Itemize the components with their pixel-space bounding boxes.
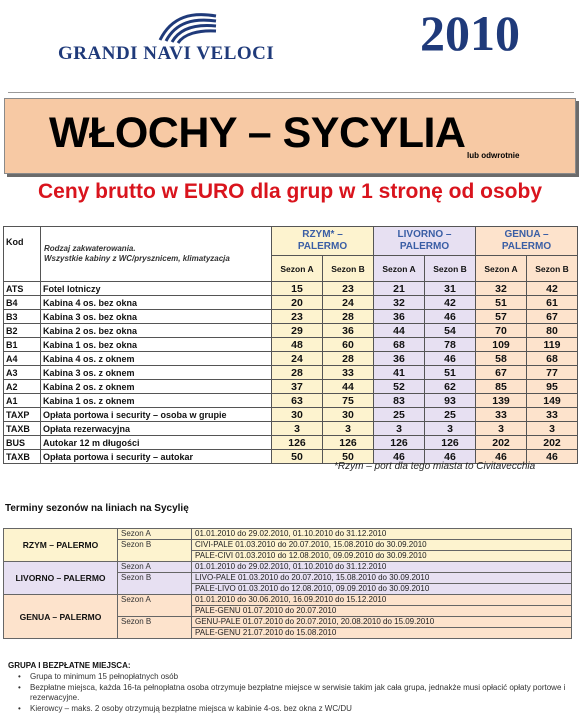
header-kod: Kod: [4, 227, 41, 282]
price-cell: 25: [374, 408, 425, 422]
group-title: GRUPA I BEZPŁATNE MIEJSCA:: [8, 661, 131, 670]
season-label: Sezon A: [118, 595, 192, 617]
list-item: • Grupa to minimum 15 pełnopłatnych osób: [18, 672, 568, 682]
season-label: Sezon B: [118, 573, 192, 595]
table-row: [4, 310, 578, 324]
price-cell: 23: [323, 282, 374, 296]
price-cell: 25: [425, 408, 476, 422]
season-dates: 01.01.2010 do 29.02.2010, 01.10.2010 do 31.12.2010: [192, 529, 572, 540]
price-cell: 31: [425, 282, 476, 296]
price-cell: 36: [374, 352, 425, 366]
season-dates: GENU-PALE 01.07.2010 do 20.07.2010, 20.08.2010 do 15.09.2010: [192, 617, 572, 628]
row-description: Kabina 4 os. z oknem: [41, 352, 272, 366]
price-cell: 21: [374, 282, 425, 296]
gnv-logo: [58, 10, 318, 70]
row-kod: A1: [4, 394, 41, 408]
header-description: [41, 227, 272, 282]
table-row: [4, 562, 572, 573]
row-description: Opłata rezerwacyjna: [41, 422, 272, 436]
price-table-body: [4, 282, 578, 464]
price-cell: 46: [527, 450, 578, 464]
price-cell: 36: [374, 310, 425, 324]
price-cell: 3: [272, 422, 323, 436]
price-cell: 46: [425, 450, 476, 464]
price-cell: 32: [374, 296, 425, 310]
route-name-line1: LIVORNO –: [397, 229, 452, 240]
price-cell: 3: [527, 422, 578, 436]
season-dates: PALE-GENU 21.07.2010 do 15.08.2010: [192, 628, 572, 639]
price-cell: 54: [425, 324, 476, 338]
price-cell: 44: [374, 324, 425, 338]
price-cell: 28: [272, 366, 323, 380]
top-divider: [8, 92, 574, 93]
table-row: [4, 380, 578, 394]
table-row: [4, 394, 578, 408]
table-row: [4, 408, 578, 422]
footnote: *Rzym – port dla tego miasta to Civitavecchia: [334, 461, 536, 472]
season-dates: LIVO-PALE 01.03.2010 do 20.07.2010, 15.08.2010 do 30.09.2010: [192, 573, 572, 584]
row-kod: A4: [4, 352, 41, 366]
table-row: [4, 436, 578, 450]
price-cell: 3: [374, 422, 425, 436]
price-cell: 126: [425, 436, 476, 450]
route-header-genua: [476, 227, 578, 256]
price-cell: 44: [323, 380, 374, 394]
price-cell: 149: [527, 394, 578, 408]
header: [0, 0, 580, 90]
year-label: 2010: [420, 5, 520, 61]
row-kod: TAXB: [4, 450, 41, 464]
season-label: Sezon B: [118, 540, 192, 562]
page-subtitle: Ceny brutto w EURO dla grup w 1 stronę od osoby: [37, 180, 543, 203]
row-description: Opłata portowa i security – osoba w grupie: [41, 408, 272, 422]
route-name: LIVORNO – PALERMO: [4, 562, 118, 595]
price-cell: 3: [476, 422, 527, 436]
row-description: Kabina 1 os. z oknem: [41, 394, 272, 408]
price-cell: 33: [323, 366, 374, 380]
row-description: Kabina 2 os. bez okna: [41, 324, 272, 338]
route-name-line1: RZYM* –: [302, 229, 343, 240]
price-cell: 75: [323, 394, 374, 408]
logo-text: GRANDI NAVI VELOCI: [58, 43, 275, 64]
price-table: [3, 226, 578, 464]
price-cell: 126: [374, 436, 425, 450]
price-cell: 46: [476, 450, 527, 464]
price-cell: 29: [272, 324, 323, 338]
price-cell: 139: [476, 394, 527, 408]
season-b-header: Sezon B: [323, 256, 374, 282]
price-cell: 202: [476, 436, 527, 450]
season-dates: 01.01.2010 do 30.06.2010, 16.09.2010 do 15.12.2010: [192, 595, 572, 606]
table-row: [4, 529, 572, 540]
price-cell: 20: [272, 296, 323, 310]
season-label: Sezon A: [118, 562, 192, 573]
price-cell: 46: [425, 352, 476, 366]
price-cell: 126: [272, 436, 323, 450]
price-cell: 46: [374, 450, 425, 464]
list-item: • Kierowcy – maks. 2 osoby otrzymują bezpłatne miejsca w kabinie 4-os. bez okna z WC/DU: [18, 704, 568, 714]
row-kod: B3: [4, 310, 41, 324]
price-cell: 3: [425, 422, 476, 436]
price-cell: 70: [476, 324, 527, 338]
list-item: • Bezpłatne miejsca, każda 16-ta pełnopłatna osoba otrzymuje bezpłatne miejsce w serwisie takim jak cała grupa, jednakże musi opłacić opłaty portowe i rezerwacyjne.: [18, 683, 568, 703]
season-a-header: Sezon A: [476, 256, 527, 282]
price-cell: 202: [527, 436, 578, 450]
route-name-line2: PALERMO: [399, 241, 450, 252]
table-row: [4, 366, 578, 380]
price-cell: 51: [425, 366, 476, 380]
title-banner: [4, 98, 576, 174]
header-description-line1: Rodzaj zakwaterowania.: [44, 244, 136, 253]
season-b-header: Sezon B: [425, 256, 476, 282]
price-cell: 95: [527, 380, 578, 394]
season-dates: PALE-GENU 01.07.2010 do 20.07.2010: [192, 606, 572, 617]
group-list: [18, 672, 568, 715]
row-description: Fotel lotniczy: [41, 282, 272, 296]
price-cell: 58: [476, 352, 527, 366]
price-cell: 52: [374, 380, 425, 394]
price-cell: 30: [272, 408, 323, 422]
price-cell: 30: [323, 408, 374, 422]
price-cell: 15: [272, 282, 323, 296]
table-row: [4, 422, 578, 436]
price-cell: 57: [476, 310, 527, 324]
row-description: Kabina 3 os. bez okna: [41, 310, 272, 324]
table-row: [4, 595, 572, 606]
price-cell: 33: [527, 408, 578, 422]
row-kod: BUS: [4, 436, 41, 450]
price-cell: 60: [323, 338, 374, 352]
price-cell: 3: [323, 422, 374, 436]
price-cell: 68: [374, 338, 425, 352]
price-cell: 50: [272, 450, 323, 464]
season-dates: PALE-LIVO 01.03.2010 do 12.08.2010, 09.09.2010 do 30.09.2010: [192, 584, 572, 595]
price-cell: 61: [527, 296, 578, 310]
seasons-table: [3, 528, 572, 639]
table-row: [4, 296, 578, 310]
row-description: Kabina 1 os. bez okna: [41, 338, 272, 352]
price-cell: 68: [527, 352, 578, 366]
price-cell: 77: [527, 366, 578, 380]
price-cell: 28: [323, 310, 374, 324]
row-kod: A3: [4, 366, 41, 380]
price-cell: 83: [374, 394, 425, 408]
route-name-line2: PALERMO: [501, 241, 552, 252]
row-kod: TAXB: [4, 422, 41, 436]
banner-title: WŁOCHY – SYCYLIA: [49, 109, 466, 157]
price-cell: 51: [476, 296, 527, 310]
route-name: GENUA – PALERMO: [4, 595, 118, 639]
price-cell: 24: [272, 352, 323, 366]
row-description: Kabina 4 os. bez okna: [41, 296, 272, 310]
row-kod: TAXP: [4, 408, 41, 422]
price-cell: 67: [527, 310, 578, 324]
price-cell: 32: [476, 282, 527, 296]
table-row: [4, 324, 578, 338]
price-cell: 41: [374, 366, 425, 380]
price-cell: 119: [527, 338, 578, 352]
price-cell: 37: [272, 380, 323, 394]
terms-title: Terminy sezonów na liniach na Sycylię: [5, 503, 189, 514]
season-dates: CIVI-PALE 01.03.2010 do 20.07.2010, 15.08.2010 do 30.09.2010: [192, 540, 572, 551]
price-cell: 67: [476, 366, 527, 380]
logo-waves-icon: [158, 10, 218, 44]
price-cell: 78: [425, 338, 476, 352]
season-a-header: Sezon A: [374, 256, 425, 282]
price-cell: 24: [323, 296, 374, 310]
header-description-line2: Wszystkie kabiny z WC/prysznicem, klimatyzacja: [44, 254, 230, 263]
row-description: Kabina 3 os. z oknem: [41, 366, 272, 380]
banner-subtitle: lub odwrotnie: [467, 151, 520, 160]
price-cell: 28: [323, 352, 374, 366]
row-description: Opłata portowa i security – autokar: [41, 450, 272, 464]
table-row: [4, 338, 578, 352]
price-cell: 23: [272, 310, 323, 324]
price-cell: 85: [476, 380, 527, 394]
row-kod: ATS: [4, 282, 41, 296]
row-kod: B2: [4, 324, 41, 338]
price-cell: 46: [425, 310, 476, 324]
row-kod: B4: [4, 296, 41, 310]
season-dates: PALE-CIVI 01.03.2010 do 12.08.2010, 09.09.2010 do 30.09.2010: [192, 551, 572, 562]
season-label: Sezon A: [118, 529, 192, 540]
season-b-header: Sezon B: [527, 256, 578, 282]
row-description: Autokar 12 m długości: [41, 436, 272, 450]
price-cell: 63: [272, 394, 323, 408]
price-cell: 48: [272, 338, 323, 352]
price-cell: 33: [476, 408, 527, 422]
row-kod: A2: [4, 380, 41, 394]
route-header-livorno: [374, 227, 476, 256]
season-label: Sezon B: [118, 617, 192, 639]
route-name-line1: GENUA –: [504, 229, 549, 240]
price-cell: 80: [527, 324, 578, 338]
row-description: Kabina 2 os. z oknem: [41, 380, 272, 394]
route-name: RZYM – PALERMO: [4, 529, 118, 562]
route-header-rzym: [272, 227, 374, 256]
season-a-header: Sezon A: [272, 256, 323, 282]
price-cell: 42: [527, 282, 578, 296]
row-kod: B1: [4, 338, 41, 352]
price-cell: 93: [425, 394, 476, 408]
price-cell: 36: [323, 324, 374, 338]
price-cell: 50: [323, 450, 374, 464]
price-cell: 126: [323, 436, 374, 450]
route-name-line2: PALERMO: [297, 241, 348, 252]
price-cell: 62: [425, 380, 476, 394]
price-cell: 42: [425, 296, 476, 310]
table-row: [4, 352, 578, 366]
price-table-header-routes: [4, 227, 578, 256]
season-dates: 01.01.2010 do 29.02.2010, 01.10.2010 do 31.12.2010: [192, 562, 572, 573]
price-cell: 109: [476, 338, 527, 352]
table-row: [4, 282, 578, 296]
